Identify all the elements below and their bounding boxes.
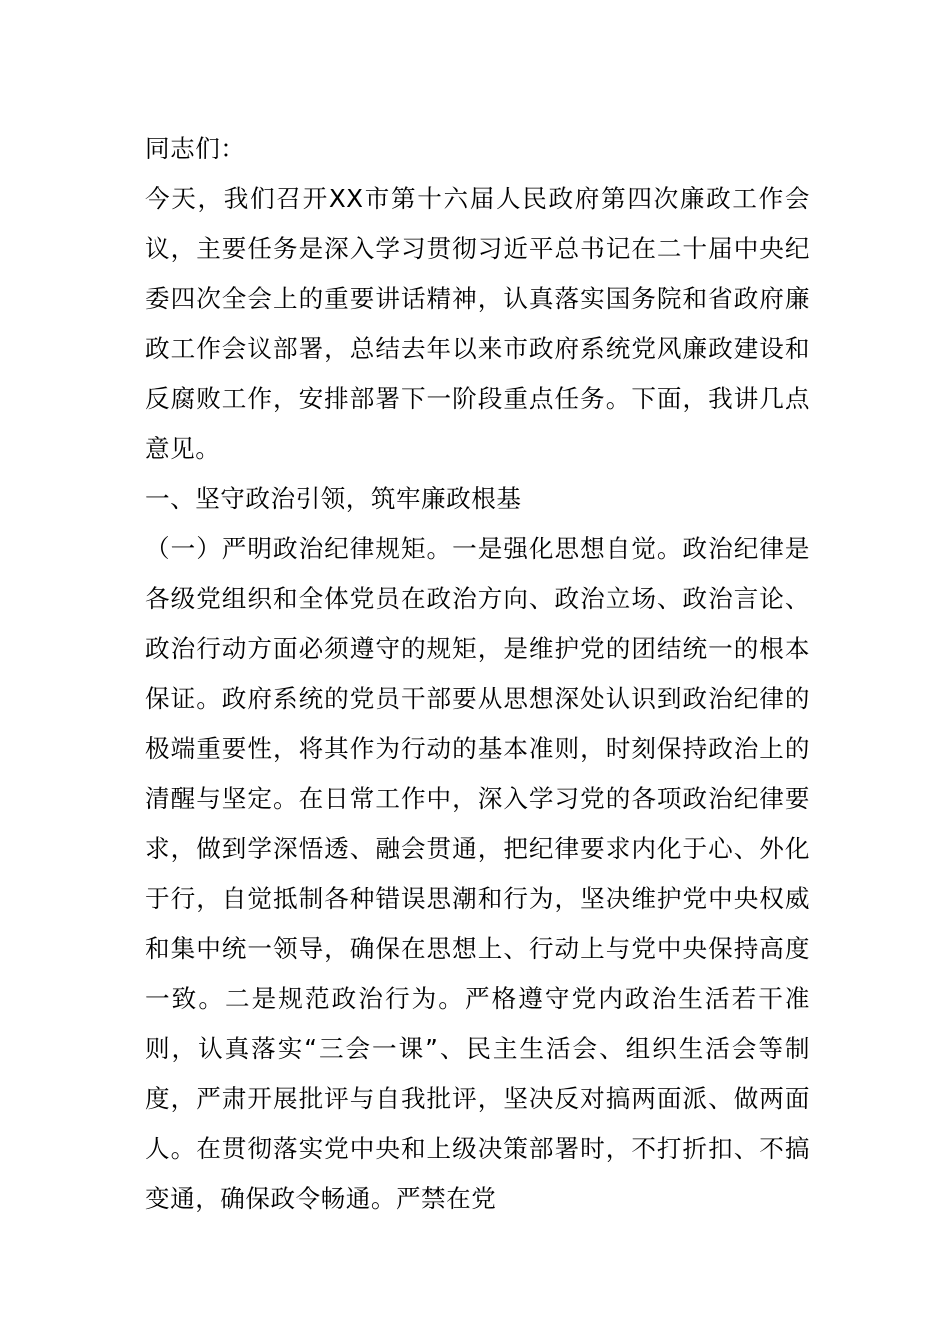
section-heading: 一、坚守政治引领，筑牢廉政根基 xyxy=(145,484,522,513)
salutation: 同志们： xyxy=(145,134,246,163)
body-paragraph: （一）严明政治纪律规矩。一是强化思想自觉。政治纪律是各级党组织和全体党员在政治方向、政治立场、政治言论、政治行动方面必须遵守的规矩，是维护党的团结统一的根本保证。政府系统的党员干部要从思想深处认识到政治纪律的极端重要性，将其作为行动的基本准则，时刻保持政治上的清醒与坚定。在日常工作中，深入学习党的各项政治纪律要求，做到学深悟透、融会贯通，把纪律要求内化于心、外化于行，自觉抵制各种错误思潮和行为，坚决维护党中央权威和集中统一领导，确保在思想上、行动上与党中央保持高度一致。二是规范政治行为。严格遵守党内政治生活若干准则，认真落实“三会一课”、民主生活会、组织生活会等制度，严肃开展批评与自我批评，坚决反对搞两面派、做两面人。在贯彻落实党中央和上级决策部署时，不打折扣、不搞变通，确保政令畅通。严禁在党 xyxy=(145,534,810,1213)
document-body xyxy=(145,124,810,1224)
intro-paragraph: 今天，我们召开XX市第十六届人民政府第四次廉政工作会议，主要任务是深入学习贯彻习近平总书记在二十届中央纪委四次全会上的重要讲话精神，认真落实国务院和省政府廉政工作会议部署，总结去年以来市政府系统党风廉政建设和反腐败工作，安排部署下一阶段重点任务。下面，我讲几点意见。 xyxy=(145,184,810,463)
